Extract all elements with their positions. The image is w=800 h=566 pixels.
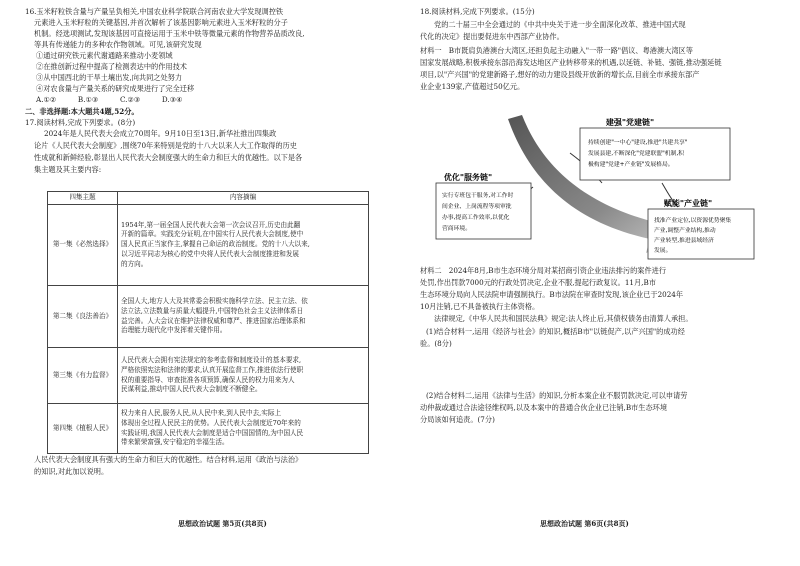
- q17-para-1: 2024年是人民代表大会成立70周年。9月10日至13日,新华社推出四集政: [44, 129, 277, 138]
- q16-option-3: ③从中国西北的干旱土壤出发,向共同之处努力: [36, 73, 183, 82]
- table-cell-line: 严格依照宪法和法律的要求,认真开展监督工作,推进依法行使职: [121, 365, 304, 374]
- industry-chain-title: 赋能"产业链": [663, 199, 713, 208]
- q16-line-3: 机制。经选项测试,发现该基因可直接运用于玉米中铁等微量元素的作物营养品质改良,: [34, 29, 305, 38]
- left-page-footer: 思想政治试题 第5页(共8页): [178, 519, 267, 528]
- service-chain-line: 办事,提高工作效率,以优化: [442, 215, 510, 221]
- industry-chain-line: 找准产业定位,以资源优势聚集: [654, 218, 732, 224]
- party-chain-box: [580, 117, 730, 180]
- q18-part1-line-2: 验。(8分): [420, 339, 452, 348]
- q16-choices: A.①② B.①③ C.②③ D.③④: [36, 95, 183, 104]
- q16-option-2: ②在推创新过程中提高了检测表达中的作用技术: [36, 62, 187, 71]
- table-cell-line: 人民代表大会拥有宪法规定的参考监督和制度设计的基本要求,: [121, 355, 302, 364]
- service-chain-title: 优化"服务链": [443, 173, 493, 182]
- party-chain-line: 极构建"党建+产业链"发展格局。: [588, 162, 674, 168]
- party-chain-line: 发展县建,不断深化"党建联盟"机制,积: [588, 151, 684, 157]
- q17-tail-2: 的知识,对此加以说明。: [34, 467, 109, 476]
- table-cell-line: 益完善。人大会议在维护法律权威和尊严、推进国家治理体系和: [121, 316, 306, 325]
- table-cell-line: 1954年,第一届全国人民代表大会第一次会议召开,历史由此翻: [121, 220, 301, 229]
- table-cell-line: 权的重要指导、审查批准各项预算,确保人民的权力用来为人: [121, 375, 295, 384]
- table-header-content: 内容摘编: [118, 192, 369, 205]
- table-cell-line: 以习近平同志为核心的党中央将人民代表大会制度推进和发展: [121, 249, 300, 258]
- table-row-content: [118, 286, 369, 348]
- q18-intro-1: 党的二十届三中全会通过的《中共中央关于进一步全面深化改革、推进中国式现: [434, 20, 686, 29]
- material2-line-5: 法律规定,《中华人民共和国民法典》规定:法人终止后,其债权债务由清算人承担。: [434, 314, 693, 323]
- table-row-content: [118, 205, 369, 286]
- material2-line-4: 10月注销,已不具备被执行主体资格。: [420, 302, 540, 311]
- table-row-theme: 第三集《有力监督》: [48, 348, 118, 404]
- table-cell-line: 开新的篇章。实践充分证明,在中国实行人民代表大会制度,使中: [121, 230, 304, 239]
- q17-tail-1: 人民代表大会制度具有强大的生命力和巨大的优越性。结合材料,运用《政治与法治》: [34, 455, 303, 464]
- table-cell-line: 权力来自人民,服务人民,从人民中来,到人民中去,实际上: [121, 408, 282, 417]
- industry-chain-diagram: [430, 113, 760, 263]
- material2-line-2: 处罚,作出罚款7000元的行政处罚决定,企业不服,提起行政复议。11月,B市: [420, 278, 656, 287]
- q16-option-1: ①通过研究铁元素代谢通路来推动小麦领域: [36, 51, 173, 60]
- service-chain-line: 实行专班包干服务,对工作时: [442, 193, 514, 199]
- q16-line-2: 元素进入玉米籽粒的关键基因,并首次解析了该基因影响元素进入玉米籽粒的分子: [34, 18, 288, 27]
- party-chain-line: 持续创建"一中心"建设,推进"共建共享": [588, 140, 688, 146]
- material1-line-1: 材料一 B市既肩负港澳台大湾区,还担负起主动融入"一带一路"倡议、粤港澳大湾区等: [420, 46, 693, 55]
- right-page: [400, 0, 800, 566]
- q16-line-4: 等具有传递能力的多种农作物领域。可见,该研究发现: [34, 40, 202, 49]
- q18-heading: 18.阅读材料,完成下列要求。(15分): [420, 7, 535, 16]
- material2-line-1: 材料二 2024年8月,B市生态环境分局对某招商引资企业违法排污的案件进行: [420, 266, 667, 275]
- q17-heading: 17.阅读材料,完成下列要求。(8分): [25, 118, 136, 127]
- table-cell-line: 民谋利益,推动中国人民代表大会制度不断健全。: [121, 385, 262, 394]
- right-page-footer: 思想政治试题 第6页(共8页): [540, 519, 629, 528]
- table-cell-line: 法立法,立法数量与质量大幅提升,中国特色社会主义法律体系日: [121, 306, 304, 315]
- table-cell-line: 全国人大,地方人大及其常委会积极实施科学立法、民主立法、依: [121, 296, 308, 305]
- q17-para-4: 集主题及其主要内容:: [34, 165, 102, 174]
- industry-chain-line: 发展。: [654, 248, 672, 254]
- q17-table: [47, 191, 369, 454]
- table-cell-line: 治理能力现代化中发挥着关键作用。: [121, 326, 227, 335]
- table-header-theme: 四集主题: [48, 192, 118, 205]
- q18-intro-2: 代化的决定》提出要促进东中西部产业协作。: [420, 32, 564, 41]
- table-row-content: [118, 404, 369, 454]
- industry-chain-line: 产业,调整产业结构,推动: [654, 228, 716, 234]
- service-chain-line: 间企业、上岗流程等项审批: [442, 204, 512, 210]
- table-row-theme: 第二集《良法善治》: [48, 286, 118, 348]
- q16-option-4: ④对农食量与产量关系的研究成果进行了完全迁移: [36, 84, 195, 93]
- service-chain-box: [436, 172, 531, 239]
- q18-part2-line-2: 动仲裁或通过合法途径维权吗,以及本案中的普通合伙企业已注销,B市生态环境: [420, 403, 668, 412]
- table-row-content: [118, 348, 369, 404]
- q18-part2-line-3: 分局该如何追责。(7分): [420, 415, 495, 424]
- table-cell-line: 国人民真正当家作主,掌握自己命运的政治制度。党的十八大以来,: [121, 240, 310, 249]
- material2-line-3: 生态环境分局向人民法院申请强制执行。B市法院在审查时发现,该企业已于2024年: [420, 290, 684, 299]
- table-cell-line: 实践证明,我国人民代表大会制度是适合中国国情的,为中国人民: [121, 428, 304, 437]
- table-cell-line: 体现出全过程人民民主的优势。人民代表大会制度近70年来的: [121, 418, 301, 427]
- table-cell-line: 的方向。: [121, 259, 148, 268]
- material1-line-4: 业企业139家,产值超过50亿元。: [420, 82, 525, 91]
- material1-line-3: 项目,以"产兴国"的党建新路子,想好的动力建设县级开放新的增长点,目前全市承接东部产: [420, 70, 700, 79]
- industry-chain-box: [648, 198, 754, 259]
- q18-part2-line-1: (2)结合材料二,运用《法律与生活》的知识,分析本案企业不服罚款决定,可以申请劳: [426, 391, 688, 400]
- service-chain-line: 营商环境。: [442, 226, 471, 232]
- party-chain-title: 建强"党建链": [605, 118, 655, 127]
- material1-line-2: 国家发展战略,积极承接东部沿海发达地区产业转移带来的机遇,以延链、补链、强链,推动强延链: [420, 58, 722, 67]
- industry-chain-line: 产业转型,推进县域经济: [654, 238, 714, 244]
- table-row-theme: 第四集《植根人民》: [48, 404, 118, 454]
- q17-para-2: 论片《人民代表大会制度》,围绕70年来特别是党的十八大以来人大工作取得的历史: [34, 141, 297, 150]
- q17-para-3: 性成就和新鲜经验,彰显出人民代表大会制度强大的生命力和巨大的优越性。以下是各: [34, 153, 303, 162]
- q16-line-1: 16.玉米籽粒铁含量与产量呈负相关,中国农业科学院联合河南农业大学发现调控铁: [25, 7, 284, 16]
- table-cell-line: 带来繁荣富强,安宁稳定的幸福生活。: [121, 438, 229, 447]
- q18-part1-line-1: (1)结合材料一,运用《经济与社会》的知识,概括B市"以链促产,以产兴国"的成功经: [426, 327, 685, 336]
- section-heading: 二、非选择题:本大题共4题,52分。: [25, 107, 139, 116]
- table-row-theme: 第一集《必然选择》: [48, 205, 118, 286]
